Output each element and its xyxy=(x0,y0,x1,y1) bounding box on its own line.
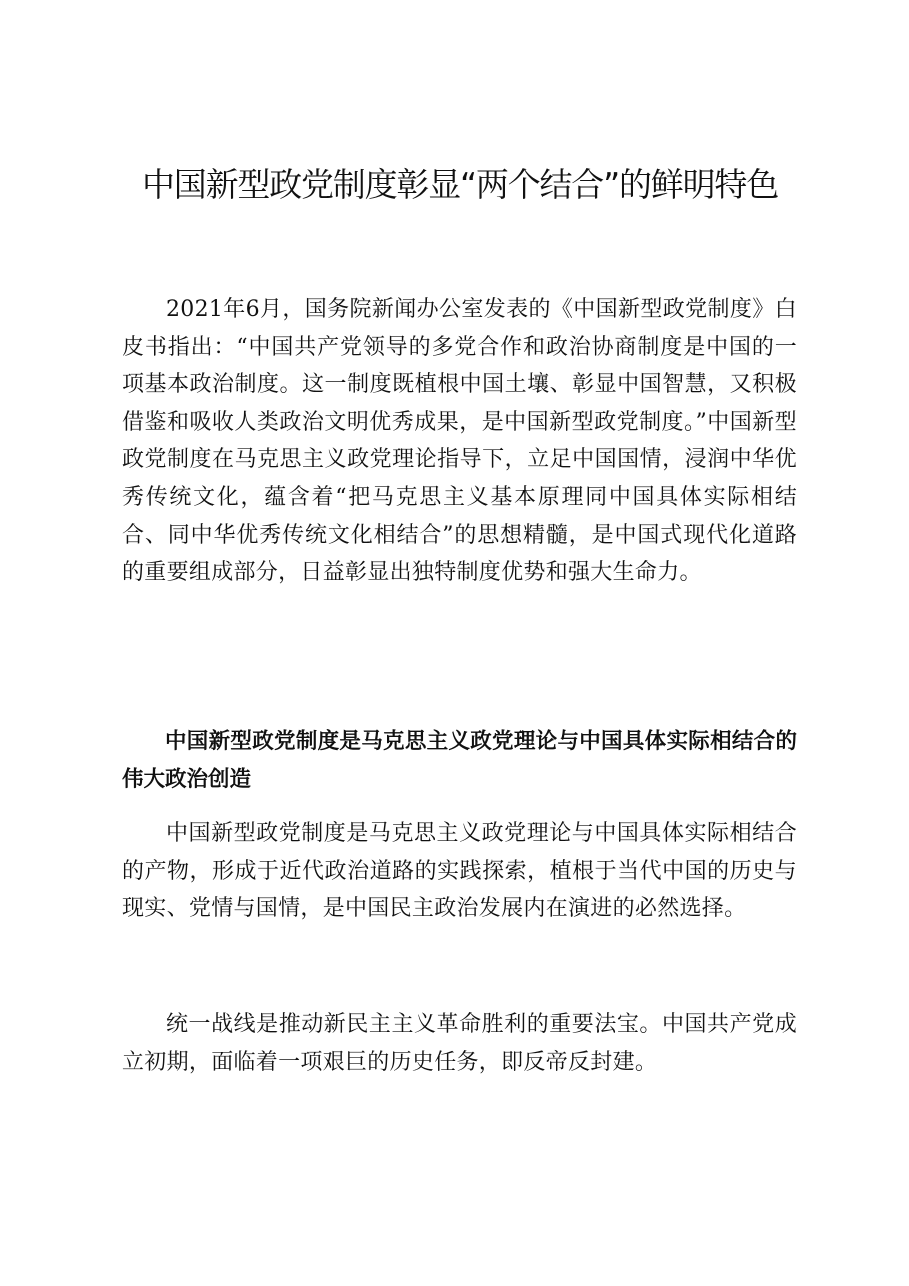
document-title: 中国新型政党制度彰显“两个结合”的鲜明特色 xyxy=(142,165,778,204)
paragraph-section-1: 中国新型政党制度是马克思主义政党理论与中国具体实际相结合的产物，形成于近代政治道路的实践探索，植根于当代中国的历史与现实、党情与国情，是中国民主政治发展内在演进的必然选择。 xyxy=(122,821,797,922)
paragraph-intro: 2021年6月，国务院新闻办公室发表的《中国新型政党制度》白皮书指出：“中国共产党领导的多党合作和政治协商制度是中国的一项基本政治制度。这一制度既植根中国土壤、彰显中国智慧，又积极借鉴和吸收人类政治文明优秀成果，是中国新型政党制度。”中国新型政党制度在马克思主义政党理论指导下，立足中国国情，浸润中华优秀传统文化，蕴含着“把马克思主义基本原理同中国具体实际相结合、同中华优秀传统文化相结合”的思想精髓，是中国式现代化道路的重要组成部分，日益彰显出独特制度优势和强大生命力。 xyxy=(122,297,797,586)
section-heading: 中国新型政党制度是马克思主义政党理论与中国具体实际相结合的伟大政治创造 xyxy=(122,729,797,792)
paragraph-section-2: 统一战线是推动新民主主义革命胜利的重要法宝。中国共产党成立初期，面临着一项艰巨的历史任务，即反帝反封建。 xyxy=(122,1012,797,1075)
